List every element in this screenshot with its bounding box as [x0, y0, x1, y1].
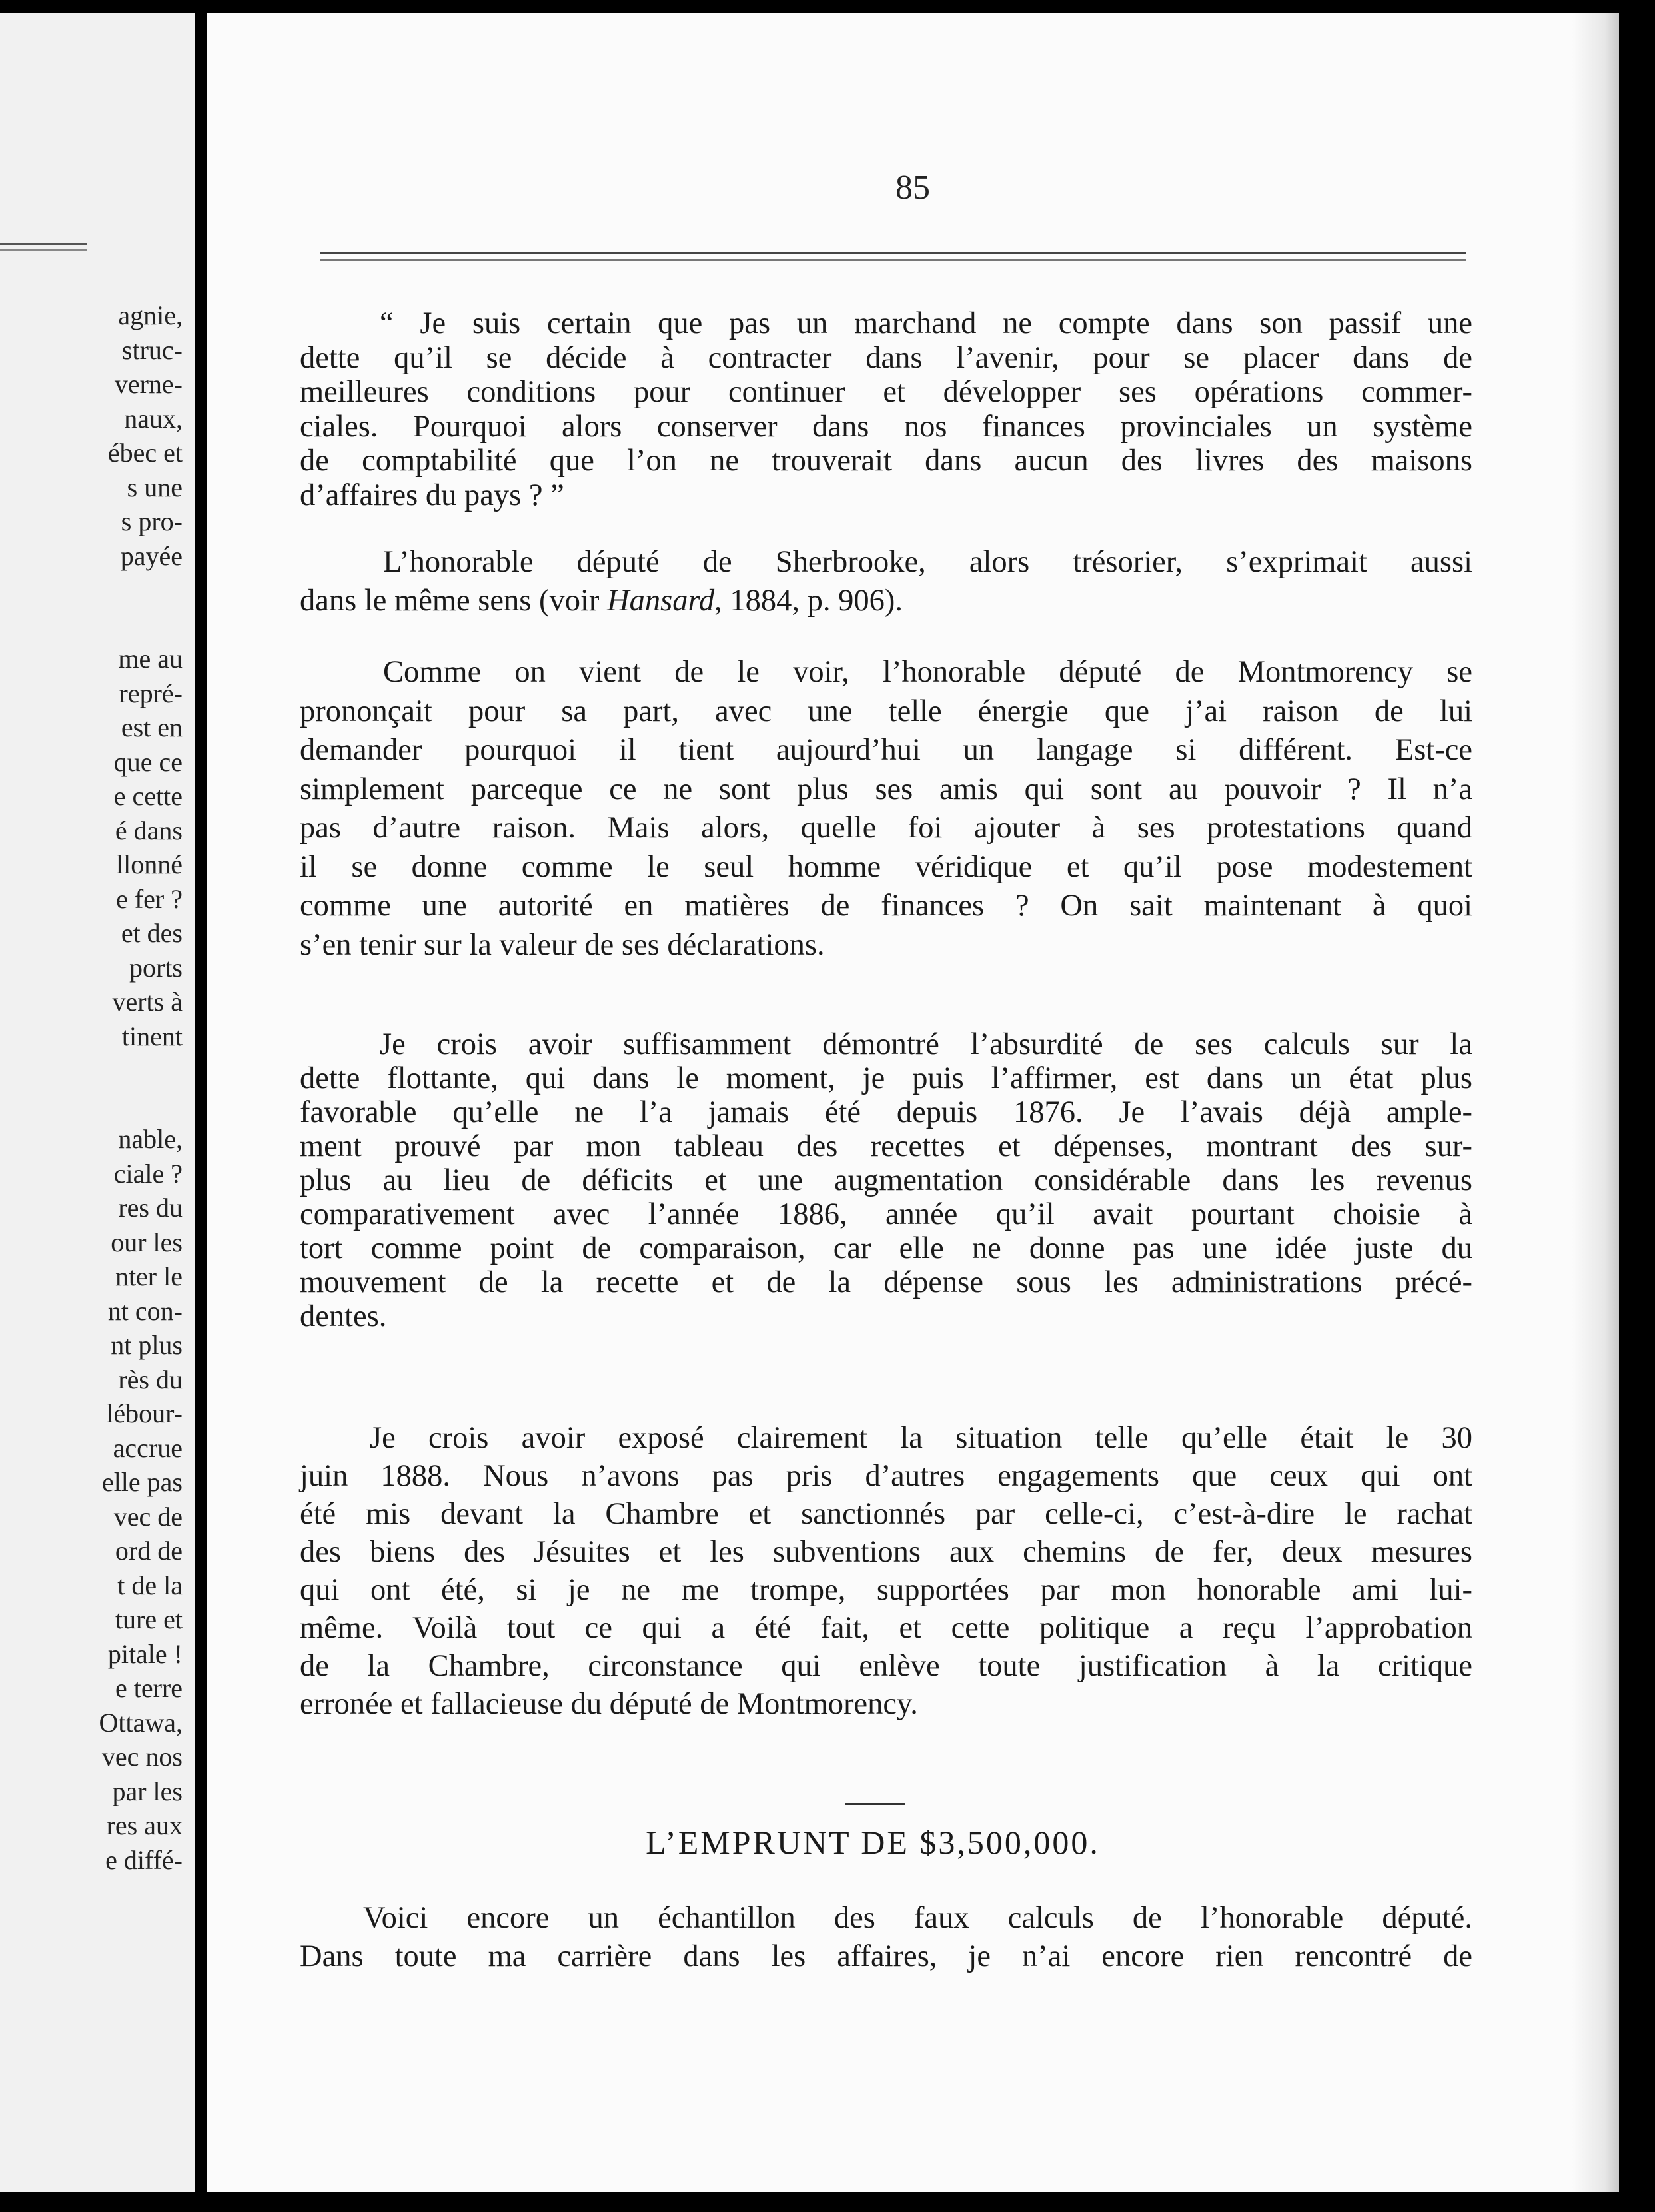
text-line: juin 1888. Nous n’avons pas pris d’autres engagements que ceux qui ont [300, 1459, 1472, 1493]
left-line: e fer ? [116, 883, 183, 914]
text-line: dette flottante, qui dans le moment, je puis l’affirmer, est dans un état plus [300, 1061, 1472, 1095]
left-line: ord de [115, 1536, 183, 1566]
text-line: d’affaires du pays ? ” [300, 478, 564, 512]
text-line: meilleures conditions pour continuer et développer ses opérations commer- [300, 375, 1472, 409]
left-line [99, 573, 183, 608]
left-line: our les [111, 1227, 183, 1257]
left-line: e diffé- [105, 1844, 183, 1875]
left-line [99, 1088, 183, 1123]
text-line: ciales. Pourquoi alors conserver dans nos finances provinciales un système [300, 409, 1472, 444]
text-line: Voici encore un échantillon des faux calculs de l’honorable député. [363, 1901, 1472, 1935]
left-line: me au [118, 644, 183, 674]
text-line: des biens des Jésuites et les subventions aux chemins de fer, deux mesures [300, 1535, 1472, 1569]
text-line: favorable qu’elle ne l’a jamais été depuis 1876. Je l’avais déjà ample- [300, 1095, 1472, 1129]
left-line: rès du [118, 1364, 183, 1394]
left-line: par les [112, 1776, 183, 1806]
left-line: tinent [121, 1021, 183, 1051]
left-line: naux, [124, 403, 183, 434]
left-line: Ottawa, [99, 1707, 183, 1738]
text-line: été mis devant la Chambre et sanctionnés par celle-ci, c’est-à-dire le rachat [300, 1497, 1472, 1531]
left-line: é dans [115, 815, 183, 845]
text-line: “ Je suis certain que pas un marchand ne compte dans son passif une [380, 306, 1472, 340]
book-gutter [195, 0, 207, 2212]
left-line: s une [127, 472, 183, 502]
left-line: et des [121, 918, 183, 948]
text-line: Je crois avoir exposé clairement la situation telle qu’elle était le 30 [370, 1421, 1472, 1455]
left-line: pitale ! [107, 1638, 183, 1669]
left-page-text [99, 298, 183, 1877]
paragraph-dette-flottante [300, 1027, 1472, 1333]
section-heading: L’EMPRUNT DE $3,500,000. [646, 1824, 1100, 1861]
left-line: nter le [115, 1261, 183, 1291]
left-line: nt plus [111, 1330, 183, 1360]
left-line: ports [129, 952, 183, 983]
text-line: demander pourquoi il tient aujourd’hui un langage si différent. Est-ce [300, 733, 1472, 767]
left-line: ture et [115, 1604, 183, 1634]
left-line: est en [121, 712, 183, 742]
text-line: simplement parceque ce ne sont plus ses amis qui sont au pouvoir ? Il n’a [300, 772, 1472, 806]
text-line: ment prouvé par mon tableau des recettes et dépenses, montrant des sur- [300, 1129, 1472, 1163]
text-line: dentes. [300, 1299, 387, 1333]
text-line: mouvement de la recette et de la dépense sous les administrations précé- [300, 1265, 1472, 1299]
paragraph-montmorency [300, 653, 1472, 965]
text-line: comparativement avec l’année 1886, année qu’il avait pourtant choisie à [300, 1197, 1472, 1231]
page-number: 85 [895, 169, 930, 207]
paragraph-quote [300, 306, 1472, 512]
text-line [300, 582, 1472, 620]
left-line: agnie, [118, 300, 183, 330]
left-line: payée [120, 540, 183, 571]
left-line: e terre [115, 1673, 183, 1703]
left-line: vec de [113, 1501, 183, 1532]
left-line: struc- [121, 334, 183, 365]
header-rule [320, 252, 1466, 261]
left-line: t de la [117, 1570, 183, 1600]
text-line: Comme on vient de le voir, l’honorable député de Montmorency se [383, 655, 1472, 689]
text-segment: dans le même sens (voir [300, 584, 608, 618]
hansard-citation: Hansard [607, 584, 715, 618]
left-line: e cette [113, 781, 183, 811]
left-line [99, 1053, 183, 1088]
right-page [207, 13, 1619, 2192]
text-line: comme une autorité en matières de finances ? On sait maintenant à quoi [300, 889, 1472, 923]
left-line: vec nos [101, 1742, 183, 1772]
text-line: prononçait pour sa part, avec une telle énergie que j’ai raison de lui [300, 694, 1472, 728]
left-line [99, 608, 183, 642]
text-line: même. Voilà tout ce qui a été fait, et cette politique a reçu l’approbation [300, 1611, 1472, 1645]
section-divider [845, 1803, 905, 1805]
left-line: ciale ? [113, 1158, 183, 1189]
text-line: plus au lieu de déficits et une augmentation considérable dans les revenus [300, 1163, 1472, 1197]
text-line: de comptabilité que l’on ne trouverait dans aucun des livres des maisons [300, 444, 1472, 478]
paragraph-sherbrooke [300, 543, 1472, 620]
text-segment: , 1884, p. 906). [714, 584, 903, 618]
left-line: verne- [114, 369, 183, 399]
text-line: Dans toute ma carrière dans les affaires, je n’ai encore rien rencontré de [300, 1939, 1472, 1973]
left-line: res aux [106, 1810, 183, 1840]
text-line: erronée et fallacieuse du député de Montmorency. [300, 1687, 918, 1721]
text-line: L’honorable député de Sherbrooke, alors trésorier, s’exprimait aussi [383, 545, 1472, 579]
text-line: dette qu’il se décide à contracter dans l’avenir, pour se placer dans de [300, 340, 1472, 375]
left-line: ébec et [107, 438, 183, 468]
left-line: llonné [116, 849, 183, 879]
text-line: pas d’autre raison. Mais alors, quelle foi ajouter à ses protestations quand [300, 811, 1472, 845]
left-line: s pro- [121, 506, 183, 536]
left-page-rule [0, 243, 87, 251]
paragraph-situation [300, 1419, 1472, 1723]
left-line: verts à [112, 987, 183, 1017]
left-line: accrue [113, 1432, 183, 1463]
text-line: il se donne comme le seul homme véridique et qu’il pose modestement [300, 849, 1472, 884]
text-line: s’en tenir sur la valeur de ses déclarations. [300, 927, 825, 962]
left-facing-page [0, 13, 195, 2192]
page-edge-shadow [1572, 13, 1619, 2192]
left-line: res du [118, 1193, 183, 1223]
text-line: tort comme point de comparaison, car elle ne donne pas une idée juste du [300, 1231, 1472, 1265]
text-line: de la Chambre, circonstance qui enlève toute justification à la critique [300, 1649, 1472, 1683]
left-line: lébour- [106, 1398, 183, 1428]
left-line: nt con- [107, 1295, 183, 1326]
left-line: elle pas [101, 1467, 183, 1497]
left-line: nable, [118, 1124, 183, 1154]
text-line: Je crois avoir suffisamment démontré l’absurdité de ses calculs sur la [380, 1027, 1472, 1061]
left-line: que ce [113, 746, 183, 777]
text-line: qui ont été, si je ne me trompe, supportées par mon honorable ami lui- [300, 1573, 1472, 1607]
left-line: repré- [119, 678, 183, 708]
paragraph-emprunt [300, 1899, 1472, 1976]
